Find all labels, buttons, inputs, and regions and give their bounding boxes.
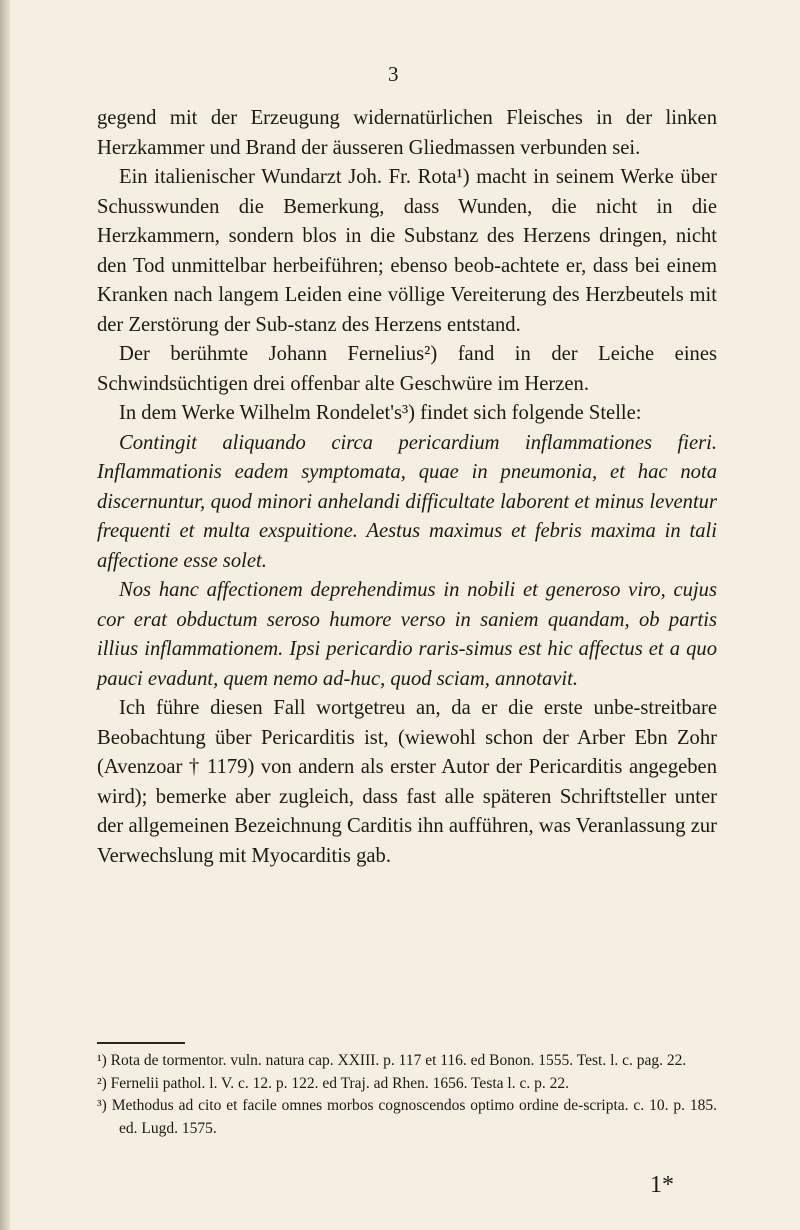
- latin-quote-paragraph: Contingit aliquando circa pericardium inflammationes fieri. Inflammationis eadem symptomata, quae in pneumonia, et hac nota discernuntur, quod minori anhelandi difficultate laborent et minus leventur frequenti et multa exspuitione. Aestus maximus et febris maxima in tali affectione esse solet.: [97, 431, 717, 572]
- footnote: ²) Fernelii pathol. l. V. c. 12. p. 122. ed Traj. ad Rhen. 1656. Testa l. c. p. 22.: [97, 1074, 569, 1092]
- footnotes: [97, 1050, 717, 1140]
- paragraph-rondelet: In dem Werke Wilhelm Rondelet's³) findet sich folgende Stelle:: [119, 402, 642, 424]
- signature-mark: 1*: [650, 1172, 674, 1198]
- paragraph-rota: Ein italienischer Wundarzt Joh. Fr. Rota¹) macht in seinem Werke über Schusswunden die Bemerkung, dass Wunden, die nicht in die Herzkammern, sondern blos in die Substanz des Herzens dringen, nicht den Tod unmittelbar herbeiführen; ebenso beob-achtete er, dass bei einem Kranken nach langem Leiden eine völlige Vereiterung des Herzbeutels mit der Zerstörung der Sub-stanz des Herzens entstand.: [97, 166, 717, 336]
- main-text: [97, 104, 717, 871]
- latin-quote-paragraph: Nos hanc affectionem deprehendimus in nobili et generoso viro, cujus cor erat obductum seroso humore verso in saniem quandam, ob partis illius inflammationem. Ipsi pericardio raris-simus est hic affectus et a quo pauci evadunt, quem nemo ad-huc, quod sciam, annotavit.: [97, 579, 717, 690]
- footnote-rule: [97, 1042, 185, 1044]
- page-number: 3: [388, 62, 399, 86]
- footnote: ³) Methodus ad cito et facile omnes morbos cognoscendos optimo ordine de-scripta. c. 10. p. 185. ed. Lugd. 1575.: [97, 1097, 717, 1137]
- footnote: ¹) Rota de tormentor. vuln. natura cap. XXIII. p. 117 et 116. ed Bonon. 1555. Test. l. c. pag. 22.: [97, 1052, 687, 1069]
- page-binding-edge: [0, 0, 10, 1230]
- latin-quote: [97, 429, 717, 695]
- paragraph-continuation: gegend mit der Erzeugung widernatürlichen Fleisches in der linken Herzkammer und Brand der äusseren Gliedmassen verbunden sei.: [97, 107, 717, 159]
- paragraph-fernelius: Der berühmte Johann Fernelius²) fand in der Leiche eines Schwindsüchtigen drei offenbar alte Geschwüre im Herzen.: [97, 343, 717, 395]
- paragraph-closing: Ich führe diesen Fall wortgetreu an, da er die erste unbe-streitbare Beobachtung über Pericarditis ist, (wiewohl schon der Arber Ebn Zohr (Avenzoar † 1179) von andern als erster Autor der Pericarditis angegeben wird); bemerke aber zugleich, dass fast alle späteren Schriftsteller unter der allgemeinen Bezeichnung Carditis ihn aufführen, was Veranlassung zur Verwechslung mit Myocarditis gab.: [97, 697, 717, 867]
